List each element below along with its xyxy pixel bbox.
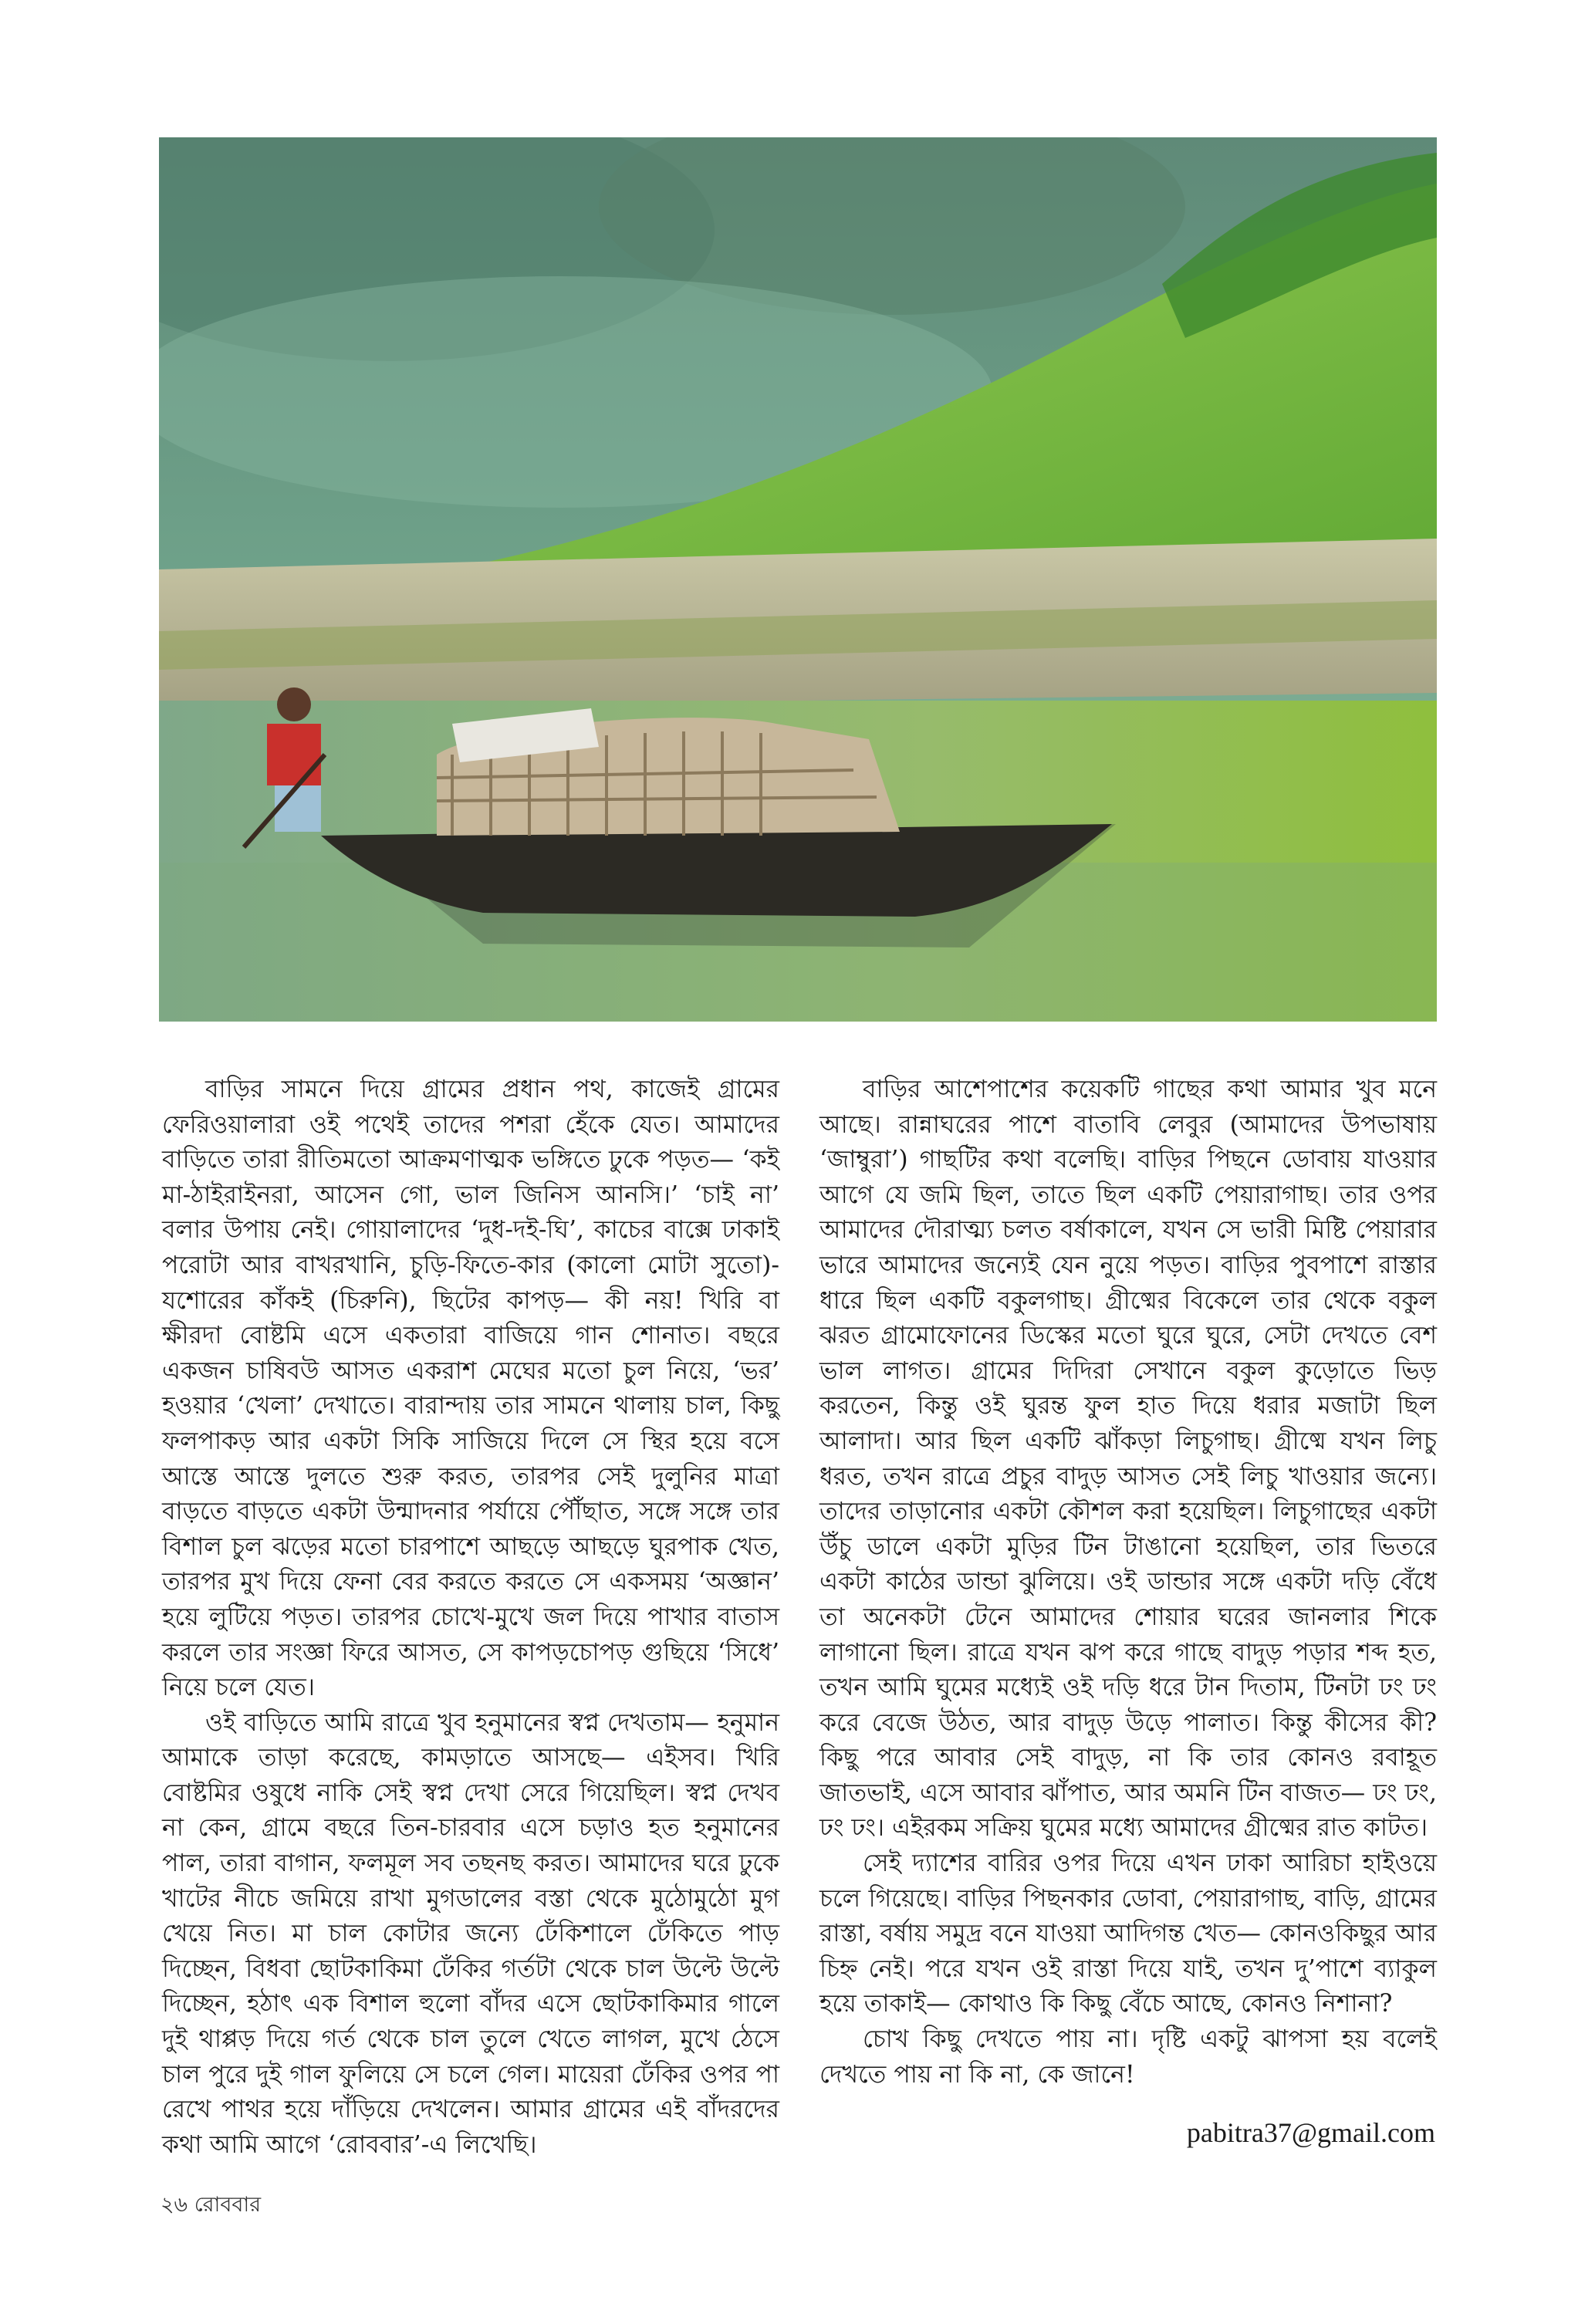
article-paragraph: বাড়ির সামনে দিয়ে গ্রামের প্রধান পথ, কাজেই গ্রামের ফেরিওয়ালারা ওই পথেই তাদের পশরা হেঁকে যেত। আমাদের বাড়িতে তারা রীতিমতো আক্রমণাত্মক ভঙ্গিতে ঢুকে পড়ত— ‘কই মা-ঠাইরাইনরা, আসেন গো, ভাল জিনিস আনসি।’ ‘চাই না’ বলার উপায় নেই। গোয়ালাদের ‘দুধ-দই-ঘি’, কাচের বাক্সে ঢাকাই পরোটা আর বাখরখানি, চুড়ি-ফিতে-কার (কালো মোটা সুতো)-যশোরের কাঁকই (চিরুনি), ছিটের কাপড়— কী নয়! খিরি বা ক্ষীরদা বোষ্টমি এসে একতারা বাজিয়ে গান শোনাত। বছরে একজন চাষিবউ আসত একরাশ মেঘের মতো চুল নিয়ে, ‘ভর’ হওয়ার ‘খেলা’ দেখাতে। বারান্দায় তার সামনে থালায় চাল, কিছু ফলপাকড় আর একটা সিকি সাজিয়ে দিলে সে স্থির হয়ে বসে আস্তে আস্তে দুলতে শুরু করত, তারপর সেই দুলুনির মাত্রা বাড়তে বাড়তে একটা উন্মাদনার পর্যায়ে পৌঁছাত, সঙ্গে সঙ্গে তার বিশাল চুল ঝড়ের মতো চারপাশে আছড়ে আছড়ে ঘুরপাক খেত, তারপর মুখ দিয়ে ফেনা বের করতে করতে সে একসময় ‘অজ্ঞান’ হয়ে লুটিয়ে পড়ত। তারপর চোখে-মুখে জল দিয়ে পাখার বাতাস করলে তার সংজ্ঞা ফিরে আসত, সে কাপড়চোপড় গুছিয়ে ‘সিধে’ নিয়ে চলে যেত। [162, 1076, 779, 1702]
article-column-right [819, 1072, 1437, 2093]
article-column-left [162, 1072, 779, 2163]
article-paragraph: চোখ কিছু দেখতে পায় না। দৃষ্টি একটু ঝাপসা হয় বলেই দেখতে পায় না কি না, কে জানে! [819, 2025, 1437, 2089]
article-paragraph: বাড়ির আশেপাশের কয়েকটি গাছের কথা আমার খুব মনে আছে। রান্নাঘরের পাশে বাতাবি লেবুর (আমাদের উপভাষায় ‘জাম্বুরা’) গাছটির কথা বলেছি। বাড়ির পিছনে ডোবায় যাওয়ার আগে যে জমি ছিল, তাতে ছিল একটি পেয়ারাগাছ। তার ওপর আমাদের দৌরাত্ম্য চলত বর্ষাকালে, যখন সে ভারী মিষ্টি পেয়ারার ভারে আমাদের জন্যেই যেন নুয়ে পড়ত। বাড়ির পুবপাশে রাস্তার ধারে ছিল একটি বকুলগাছ। গ্রীষ্মের বিকেলে তার থেকে বকুল ঝরত গ্রামোফোনের ডিস্কের মতো ঘুরে ঘুরে, সেটা দেখতে বেশ ভাল লাগত। গ্রামের দিদিরা সেখানে বকুল কুড়োতে ভিড় করতেন, কিন্তু ওই ঘুরন্ত ফুল হাত দিয়ে ধরার মজাটা ছিল আলাদা। আর ছিল একটি ঝাঁকড়া লিচুগাছ। গ্রীষ্মে যখন লিচু ধরত, তখন রাত্রে প্রচুর বাদুড় আসত সেই লিচু খাওয়ার জন্যে। তাদের তাড়ানোর একটা কৌশল করা হয়েছিল। লিচুগাছের একটা উঁচু ডালে একটা মুড়ির টিন টাঙানো হয়েছিল, তার ভিতরে একটা কাঠের ডান্ডা ঝুলিয়ে। ওই ডান্ডার সঙ্গে একটা দড়ি বেঁধে তা অনেকটা টেনে আমাদের শোয়ার ঘরের জানলার শিকে লাগানো ছিল। রাত্রে যখন ঝপ করে গাছে বাদুড় পড়ার শব্দ হত, তখন আমি ঘুমের মধ্যেই ওই দড়ি ধরে টান দিতাম, টিনটা ঢং ঢং করে বেজে উঠত, আর বাদুড় উড়ে পালাত। কিন্তু কীসের কী? কিছু পরে আবার সেই বাদুড়, না কি তার কোনও রবাহূত জাতভাই, এসে আবার ঝাঁপাত, আর অমনি টিন বাজত— ঢং ঢং, ঢং ঢং। এইরকম সক্রিয় ঘুমের মধ্যে আমাদের গ্রীষ্মের রাত কাটত। [819, 1076, 1437, 1843]
author-email: pabitra37@gmail.com [1186, 2117, 1435, 2148]
article-paragraph: সেই দ্যাশের বারির ওপর দিয়ে এখন ঢাকা আরিচা হাইওয়ে চলে গিয়েছে। বাড়ির পিছনকার ডোবা, পেয়ারাগাছ, বাড়ি, গ্রামের রাস্তা, বর্ষায় সমুদ্র বনে যাওয়া আদিগন্ত খেত— কোনওকিছুর আর চিহ্ন নেই। পরে যখন ওই রাস্তা দিয়ে যাই, তখন দু’পাশে ব্যাকুল হয়ে তাকাই— কোথাও কি কিছু বেঁচে আছে, কোনও নিশানা? [819, 1849, 1437, 2018]
article-paragraph: ওই বাড়িতে আমি রাত্রে খুব হনুমানের স্বপ্ন দেখতাম— হনুমান আমাকে তাড়া করেছে, কামড়াতে আসছে— এইসব। খিরি বোষ্টমির ওষুধে নাকি সেই স্বপ্ন দেখা সেরে গিয়েছিল। স্বপ্ন দেখব না কেন, গ্রামে বছরে তিন-চারবার এসে চড়াও হত হনুমানের পাল, তারা বাগান, ফলমূল সব তছনছ করত। আমাদের ঘরে ঢুকে খাটের নীচে জমিয়ে রাখা মুগডালের বস্তা থেকে মুঠোমুঠো মুগ খেয়ে নিত। মা চাল কোটার জন্যে ঢেঁকিশালে ঢেঁকিতে পাড় দিচ্ছেন, বিধবা ছোটকাকিমা ঢেঁকির গর্তটা থেকে চাল উল্টে উল্টে দিচ্ছেন, হঠাৎ এক বিশাল হুলো বাঁদর এসে ছোটকাকিমার গালে দুই থাপ্পড় দিয়ে গর্ত থেকে চাল তুলে খেতে লাগল, মুখে ঠেসে চাল পুরে দুই গাল ফুলিয়ে সে চলে গেল। মায়েরা ঢেঁকির ওপর পা রেখে পাথর হয়ে দাঁড়িয়ে দেখলেন। আমার গ্রামের এই বাঁদরদের কথা আমি আগে ‘রোববার’-এ লিখেছি। [162, 1708, 779, 2159]
page-footer: ২৬ রোববার [161, 2193, 262, 2217]
river-boat-photo [159, 137, 1437, 1022]
